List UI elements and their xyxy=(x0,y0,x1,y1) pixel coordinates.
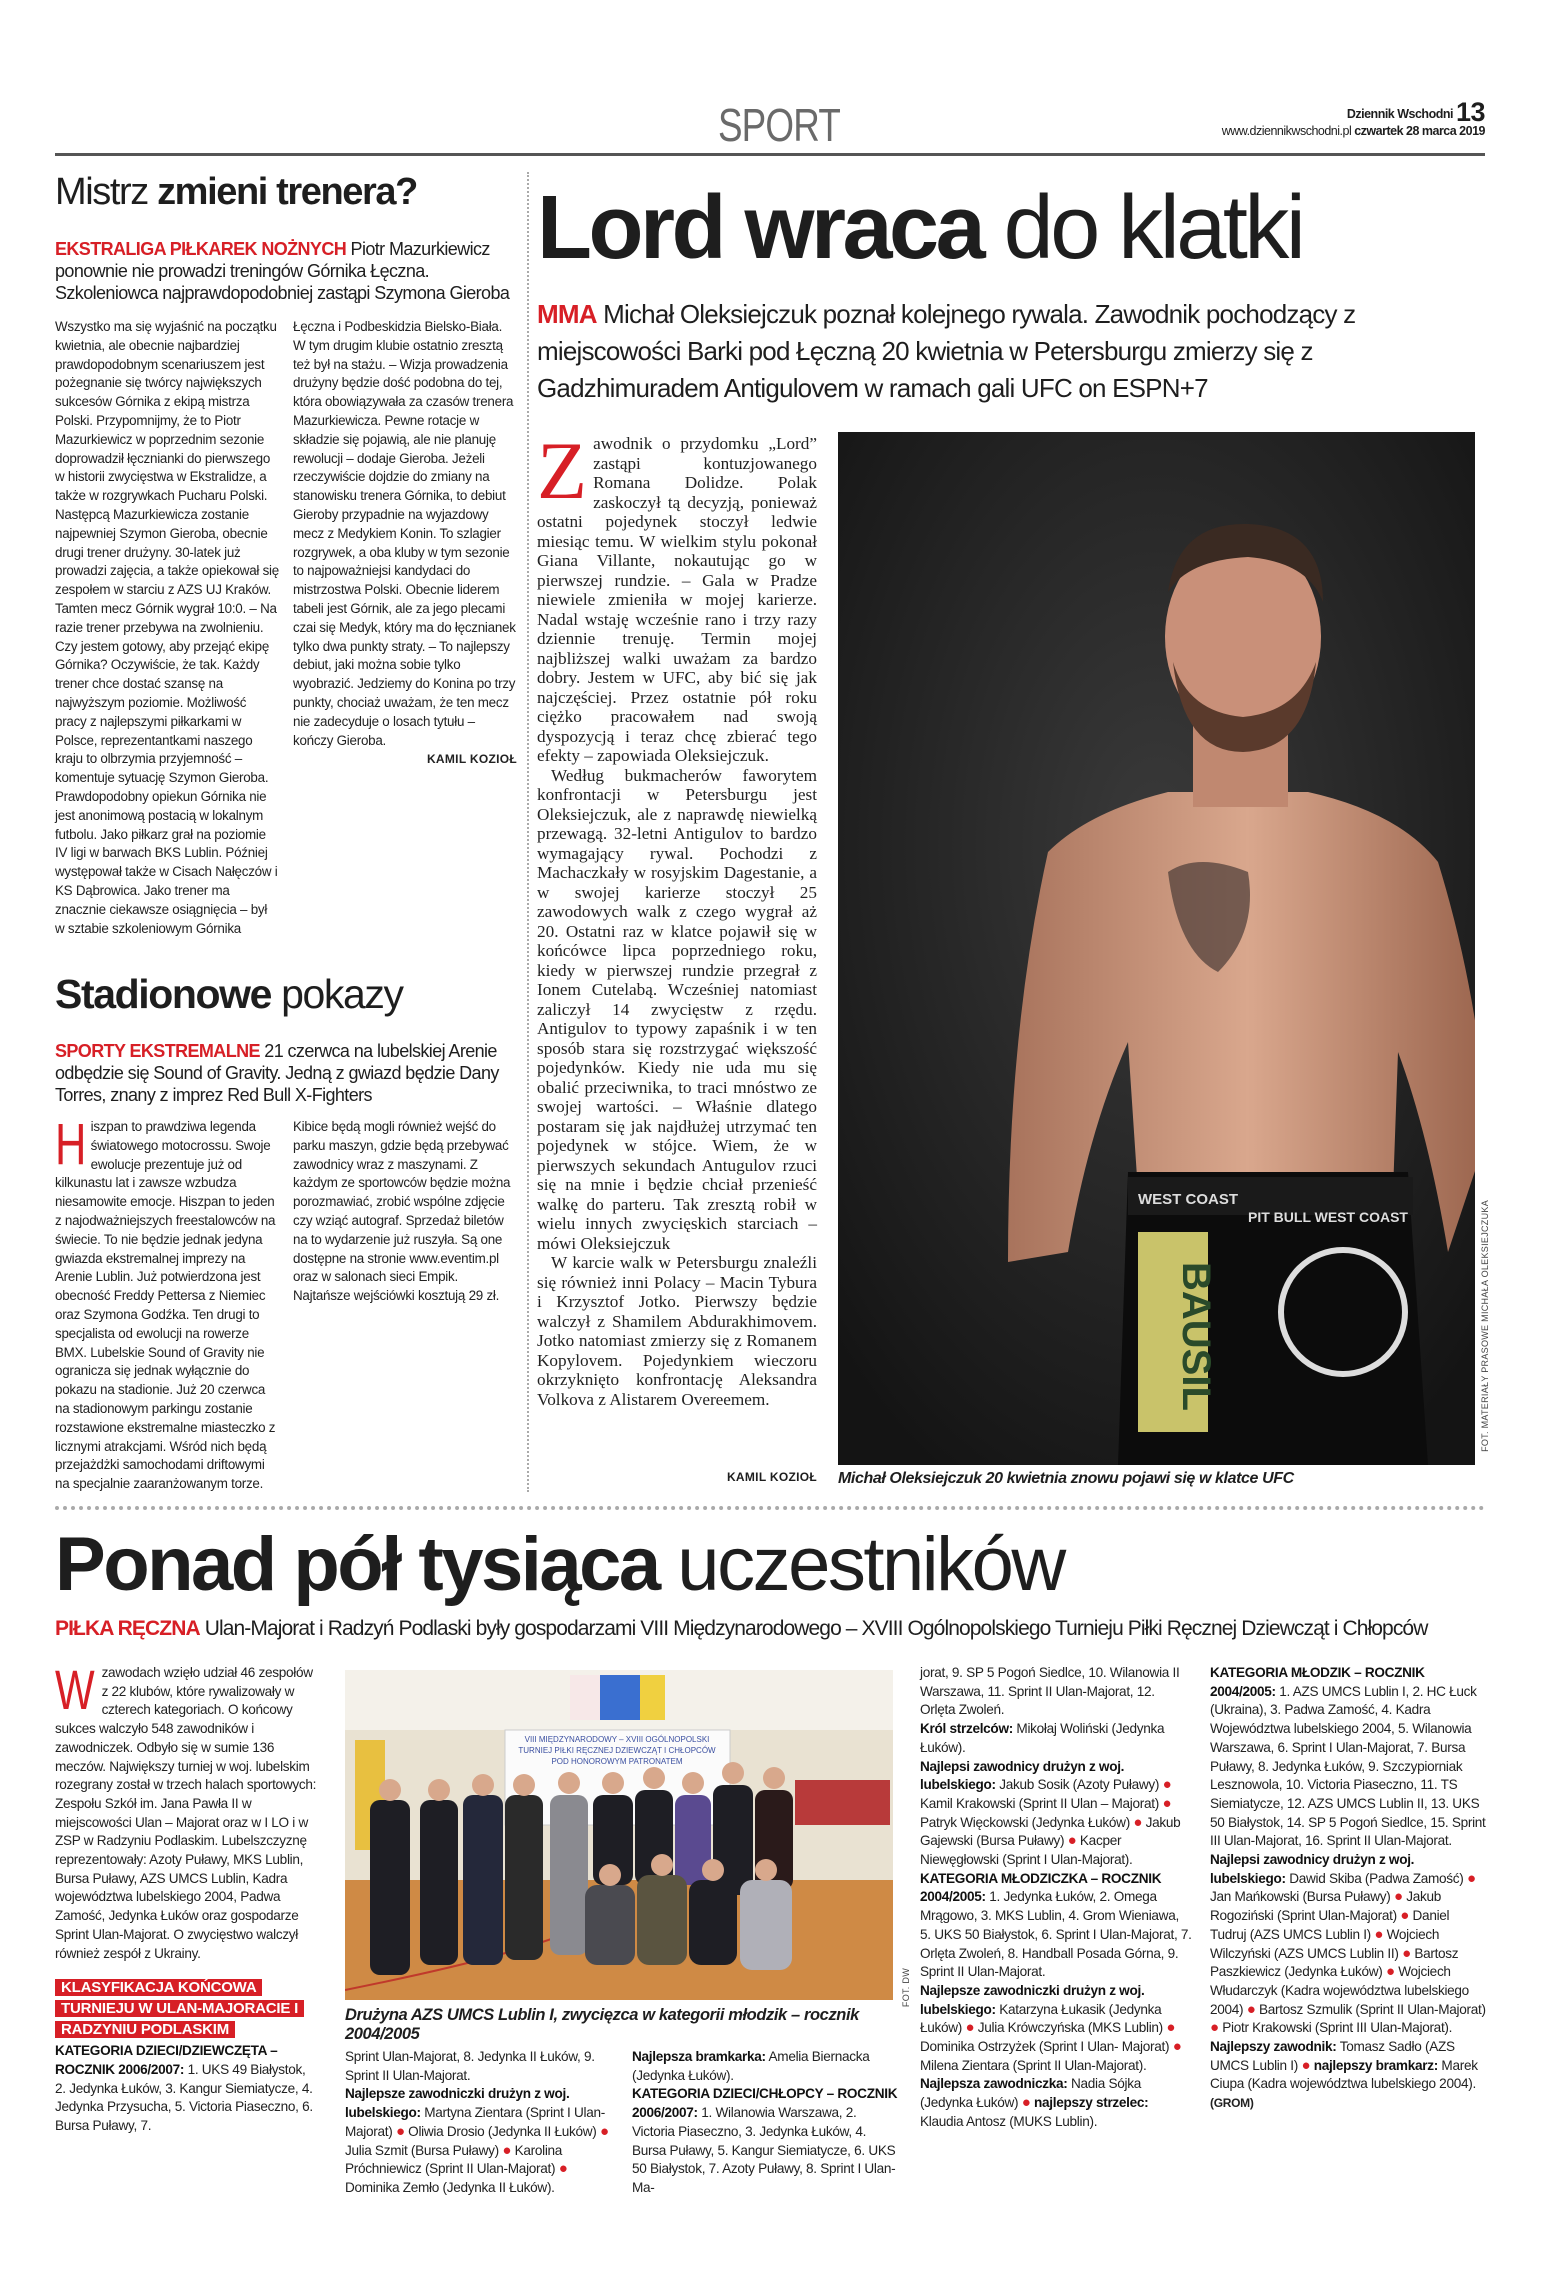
results-label: KATEGORIA DZIECI/DZIEWCZĘTA – ROCZNIK 2006/2007: xyxy=(55,2043,278,2077)
author-signature: (GROM) xyxy=(1210,2096,1254,2111)
photo-caption: Michał Oleksiejczuk 20 kwietnia znowu pojawi się w klatce UFC xyxy=(838,1470,1294,1487)
results-text: Daniel Tudruj (AZS UMCS Lublin I) xyxy=(1210,1908,1450,1942)
body-paragraph xyxy=(55,1112,517,1498)
body-text: iszpan to prawdziwa legenda światowego motocrossu. Swoje ewolucje prezentuje już od kilkunastu lat i zawsze wzbudza niesamowite emocje. Hiszpan to jeden z najodważniejszych freestalowców na świecie. To nie będzie jednak jedyna gwiazda ekstremalnej imprezy na Arenie Lublin. Już potwierdzona jest obecność Freddy Pettersa z Niemiec oraz Szymona Godźka. Ten drugi to specjalista od ewolucji na rowerze BMX. Lubelskie Sound of Gravity nie ogranicza się jednak wyłącznie do pokazu na stadionie. Już 20 czerwca na stadionowym parkingu zostanie rozstawione ekstremalne miasteczko z licznymi atrakcjami. Wśród nich będą przejażdżki samochodami driftowymi na specjalnie zaaranżowanym torze. Kibice będą mogli również wejść do parku maszyn, gdzie będą przebywać zawodnicy wraz z maszynami. Z każdym ze sportowców będzie można porozmawiać, zrobić wspólne zdjęcie czy wziąć autograf. Sprzedaż biletów na to wydarzenie już ruszyła. Są one dostępne na stronie www.eventim.pl oraz w salonach sieci Empik. Najtańsze wejściówki kosztują 29 zł. xyxy=(55,1119,511,1492)
shorts-brand-text: PIT BULL WEST COAST xyxy=(1248,1209,1408,1225)
bullet-dot-icon: ● xyxy=(1166,2019,1176,2037)
team-photo xyxy=(345,1670,893,2000)
bullet-dot-icon: ● xyxy=(1210,2019,1219,2037)
results-label: Najlepszy zawodnik: xyxy=(1210,2039,1337,2055)
kicker: PIŁKA RĘCZNA xyxy=(55,1617,200,1640)
results-label: Najlepsza bramkarka: xyxy=(632,2049,766,2064)
bullet-dot-icon: ● xyxy=(1301,2056,1311,2074)
results-text: Julia Szmit (Bursa Puławy) xyxy=(345,2142,503,2158)
bullet-dot-icon: ● xyxy=(965,2019,975,2037)
website[interactable]: www.dziennikwschodni.pl xyxy=(1221,124,1352,138)
bullet-dot-icon: ● xyxy=(1133,1813,1143,1831)
results-text: Amelia Biernacka (Jedynka Łuków). xyxy=(632,2049,870,2083)
headline-light: Mistrz xyxy=(55,171,158,213)
mma-headline xyxy=(537,178,1302,278)
bullet-dot-icon: ● xyxy=(1162,1776,1172,1794)
section-divider xyxy=(55,1506,1485,1510)
body-paragraph: Według bukmacherów faworytem konfrontacji w Petersburgu jest Oleksiejczuk, ale z naprawdę niewielką przewagą. 32-letni Antigulov to bardzo wymagający rywal. Pochodzi z Machaczkały w rosyjskim Dagestanie, a w swojej karierze stoczył 25 zawodowych walk z czego wygrał aż 20. Ostatni raz w klatce pojawił się w końcówce lipca poprzedniego roku, kiedy w pierwszej rundzie przegrał z Ionem Cutelabą. Wcześniej natomiast zaliczył 14 zwycięstw z rzędu. Antigulov to typowy zapaśnik i w ten sposób stara się rozstrzygać większość pojedynków. Kiedy nie uda mu się obalić przeciwnika, to traci mnóstwo ze swojej wartości. – Właśnie dlatego postaram się jak najdłużej utrzymać ten pojedynek w stójce. Wiem, że w pierwszych sekundach Antugulov rzuci się na mnie i będzie chciał przenieść walkę do parteru. Tak zresztą robił w wielu innych zwycięskich starciach – mówi Oleksiejczuk xyxy=(537,765,817,1253)
deck-text: 21 czerwca na lubelskiej Arenie odbędzie się Sound of Gravity. Jedną z gwiazd będzie Dany Torres, znany z imprez Red Bull X-Fighters xyxy=(55,1041,499,1105)
bullet-dot-icon: ● xyxy=(1393,1888,1403,1906)
results-text: Jakub Rogoziński (Sprint Ulan-Majorat) xyxy=(1210,1889,1441,1924)
results-text: 1. UKS 49 Białystok, 2. Jedynka Łuków, 3. Kangur Siemiatycze, 4. Jedynka Przysucha, 5. Victoria Piaseczno, 6. Bursa Puławy, 7. xyxy=(55,2061,313,2134)
shorts-brand-text: WEST COAST xyxy=(1138,1191,1238,1208)
results-text: 1. Jedynka Łuków, 2. Omega Mrągowo, 3. MKS Lublin, 4. Grom Wieniawa, 5. UKS 50 Białystok, 6. Sprint I Ulan-Majorat, 7. Orlęta Zwoleń, 8. Handball Posada Górna, 9. Sprint II Ulan-Majorat. xyxy=(920,1889,1192,1980)
kicker: MMA xyxy=(537,299,597,329)
results-paragraph xyxy=(920,1720,1192,1757)
handball-col-1 xyxy=(55,1658,319,2136)
results-text: Piotr Krakowski (Sprint III Ulan-Majorat). xyxy=(1218,2020,1453,2036)
handball-col-4 xyxy=(920,1664,1192,2132)
drop-cap: H xyxy=(55,1112,87,1177)
drop-cap: W xyxy=(55,1658,95,1721)
banner-text: TURNIEJ PIŁKI RĘCZNEJ DZIEWCZĄT I CHŁOPCÓW xyxy=(518,1746,716,1755)
results-text: Katarzyna Łukasik (Jedynka Łuków) xyxy=(920,2001,1162,2036)
coach-headline xyxy=(55,170,417,214)
column-divider xyxy=(527,172,529,1492)
bullet-dot-icon: ● xyxy=(1400,1907,1410,1925)
results-paragraph xyxy=(1210,2038,1486,2113)
results-paragraph xyxy=(920,2075,1192,2131)
deck-text: Ulan-Majorat i Radzyń Podlaski były gospodarzami VIII Międzynarodowego – XVIII Ogólnopolskiego Turnieju Piłki Ręcznej Dziewcząt i Chłopców xyxy=(199,1617,1428,1640)
stadium-body xyxy=(55,1112,517,1498)
results-paragraph xyxy=(1210,1664,1486,1851)
results-text: Milena Zientara (Sprint II Ulan-Majorat). xyxy=(920,2057,1147,2073)
results-label: najlepszy bramkarz: xyxy=(1310,2057,1438,2073)
results-label: Najlepsze zawodniczki drużyn z woj. lubelskiego: xyxy=(345,2086,570,2121)
bullet-dot-icon: ● xyxy=(600,2122,609,2140)
banner-text: POD HONOROWYM PATRONATEM xyxy=(551,1757,683,1766)
results-text: Oliwia Drosio (Jedynka II Łuków) xyxy=(404,2123,600,2139)
results-text: Kamil Krakowski (Sprint II Ulan – Majorat) xyxy=(920,1795,1163,1811)
results-label: najlepszy strzelec: xyxy=(1030,2095,1149,2111)
photo-credit: FOT. MATERIAŁY PRASOWE MICHAŁA OLEKSIEJCZUKA xyxy=(1480,1200,1490,1452)
masthead xyxy=(1221,97,1485,140)
bullet-dot-icon: ● xyxy=(558,2160,568,2178)
headline-bold: Lord wraca xyxy=(537,178,983,278)
results-text: Martyna Zientara (Sprint I Ulan-Majorat) xyxy=(345,2105,605,2139)
bullet-dot-icon: ● xyxy=(1021,2094,1031,2112)
stadium-headline xyxy=(55,972,403,1016)
mma-byline: KAMIL KOZIOŁ xyxy=(726,1470,817,1484)
results-label: Król strzelców: xyxy=(920,1721,1013,1737)
mma-body xyxy=(537,425,817,1409)
results-label: KATEGORIA MŁODZIK – ROCZNIK 2004/2005: xyxy=(1210,1665,1425,1699)
results-text: Patryk Więckowski (Jedynka Łuków) xyxy=(920,1814,1134,1830)
fighter-photo xyxy=(838,432,1475,1465)
kicker: EKSTRALIGA PIŁKAREK NOŻNYCH xyxy=(55,239,347,259)
bullet-dot-icon: ● xyxy=(1374,1925,1384,1943)
results-text: 1. AZS UMCS Lublin I, 2. HC Łuck (Ukraina), 3. Padwa Zamość, 4. Kadra Województwa lubelskiego 2004, 5. Wilanowia Warszawa, 6. Sprint I Ulan-Majorat, 7. Bursa Puławy, 8. Jedynka Łuków, 9. Szczypiorniak Lesznowola, 10. Victoria Piaseczno, 11. TS Siemiatycze, 12. AZS UMCS Lublin II, 13. UKS 50 Białystok, 14. SP 5 Pogoń Siedlce, 15. Sprint III Ulan-Majorat, 16. Sprint II Ulan-Majorat. xyxy=(1210,1683,1486,1849)
results-label: Najlepsza zawodniczka: xyxy=(920,2076,1068,2092)
bullet-dot-icon: ● xyxy=(1402,1944,1411,1962)
results-label: Najlepsi zawodnicy drużyn z woj. lubelskiego: xyxy=(920,1758,1125,1793)
results-paragraph xyxy=(1210,1851,1486,2038)
team-photo-image xyxy=(345,1670,893,2000)
team-photo-credit: FOT. DW xyxy=(901,1968,911,2008)
bullet-dot-icon: ● xyxy=(1385,1963,1395,1981)
page-number: 13 xyxy=(1455,97,1485,127)
bullet-dot-icon: ● xyxy=(395,2122,405,2140)
issue-date: czwartek 28 marca 2019 xyxy=(1354,124,1485,138)
body-paragraph: Wszystko ma się wyjaśnić na początku kwietnia, ale obecnie najbardziej prawdopodobnym scenariuszem jest pożegnanie się twórcy największych sukcesów Górnika z ekipą mistrza Polski. Przypomnijmy, że to Piotr Mazurkiewicz w poprzednim sezonie doprowadził łęcznianki do pierwszego w historii zwycięstwa w Ekstralidze, a także w rozgrywkach Pucharu Polski. Następcą Mazurkiewicza zostanie najpewniej Szymon Gieroba, obecnie drugi trener drużyny. 30-latek już prowadzi zajęcia, a także opiekował się zespołem w starciu z AZS UJ Kraków. Tamten mecz Górnik wygrał 10:0. – Na razie trener przebywa na zwolnieniu. Czy jestem gotowy, aby przejąć ekipę Górnika? Oczywiście, że tak. Każdy trener chce dostać szansę na najwyższym poziomie. Możliwość pracy z najlepszymi piłkarkami w Polsce, reprezentantkami naszego kraju to olbrzymia przyjemność – komentuje sytuację Szymon Gieroba. Prawdopodobny opiekun Górnika nie jest anonimową postacią w lokalnym futbolu. Jako piłkarz grał na poziomie IV ligi w barwach BKS Lublin. Później występował także w Cisach Nałęczów i KS Dąbrowica. Jako trener ma znacznie ciekawsze osiągnięcia – był w sztabie szkoleniowym Górnika Łęczna i Podbeskidzia Bielsko-Biała. W tym drugim klubie ostatnio zresztą też był na stażu. – Wizja prowadzenia drużyny będzie dość podobna do tej, która obowiązywała za czasów trenera Mazurkiewicza. Pewne rotacje w składzie się pojawią, ale nie planuję rewolucji – dodaje Gieroba. Jeżeli rzeczywiście dojdzie do zmiany na stanowisku trenera Górnika, to debiut Gieroby przypadnie na wyjazdowy mecz z Medykiem Konin. To szlagier rozgrywek, a oba kluby w tym sezonie to najpoważniejsi kandydaci do mistrzostwa Polski. Obecnie liderem tabeli jest Górnik, ale za jego plecami czai się Medyk, który ma do łęcznianek tylko dwa punkty straty. – To najlepszy debiut, jaki można sobie tylko wyobrazić. Jedziemy do Konina po trzy punkty, chociaż uważam, że ten mecz nie zadecyduje o losach tytułu – kończy Gieroba. xyxy=(55,319,516,936)
results-label: KATEGORIA DZIECI/CHŁOPCY – ROCZNIK 2006/2007: xyxy=(632,2086,898,2121)
results-text: Klaudia Antosz (MUKS Lublin). xyxy=(920,2113,1098,2129)
deck-text: Michał Oleksiejczuk poznał kolejnego rywala. Zawodnik pochodzący z miejscowości Barki pod Łęczną 20 kwietnia w Petersburgu zmierzy się z Gadzhimuradem Antigulovem w ramach gali UFC on ESPN+7 xyxy=(537,299,1356,403)
results-text: 1. Wilanowia Warszawa, 2. Victoria Piaseczno, 3. Jedynka Łuków, 4. Bursa Puławy, 5. Kangur Siemiatycze, 6. UKS 50 Białystok, 7. Azoty Puławy, 8. Sprint I Ulan-Ma- xyxy=(632,2105,896,2195)
results-text: Tomasz Sadło (AZS UMCS Lublin I) xyxy=(1210,2039,1455,2073)
results-text: Jan Mańkowski (Bursa Puławy) xyxy=(1210,1889,1394,1905)
classification-box xyxy=(55,1977,319,2040)
coach-deck xyxy=(55,238,517,304)
classification-title: KLASYFIKACJA KOŃCOWA TURNIEJU W ULAN-MAJORACIE I RADZYNIU PODLASKIM xyxy=(55,1979,304,2038)
results-label: KATEGORIA MŁODZICZKA – ROCZNIK 2004/2005: xyxy=(920,1870,1162,1905)
bullet-dot-icon: ● xyxy=(1466,1869,1476,1887)
headline-bold: zmieni trenera? xyxy=(157,171,417,213)
header-rule xyxy=(55,153,1485,156)
results-paragraph xyxy=(920,1664,1192,1720)
byline: KAMIL KOZIOŁ xyxy=(426,752,517,767)
results-text: Kacper Niewęgłowski (Sprint I Ulan-Majorat). xyxy=(920,1833,1133,1868)
results-label: Najlepsi zawodnicy drużyn z woj. lubelskiego: xyxy=(1210,1852,1415,1886)
banner-text: VIII MIĘDZYNARODOWY – XVIII OGÓLNOPOLSKI xyxy=(524,1735,710,1744)
bullet-dot-icon: ● xyxy=(1162,1794,1172,1812)
results-block xyxy=(55,2042,319,2136)
bullet-dot-icon: ● xyxy=(502,2141,512,2159)
headline-light: uczestników xyxy=(658,1522,1064,1607)
results-text: Mikołaj Woliński (Jedynka Łuków). xyxy=(920,1721,1165,1755)
handball-col-3 xyxy=(632,2048,898,2198)
results-text: Dominika Ostrzyżek (Sprint I Ulan- Majorat) xyxy=(920,2039,1173,2055)
deck-text: Piotr Mazurkiewicz ponownie nie prowadzi treningów Górnika Łęczna. Szkoleniowca najprawdopodobniej zastąpi Szymona Gieroba xyxy=(55,239,510,303)
results-paragraph xyxy=(55,2042,319,2136)
handball-deck xyxy=(55,1618,1495,1640)
section-title: SPORT xyxy=(717,99,841,151)
results-label: Najlepsze zawodniczki drużyn z woj. lubelskiego: xyxy=(920,1982,1145,2017)
results-paragraph xyxy=(632,2085,898,2197)
results-paragraph xyxy=(920,1758,1192,1870)
intro-paragraph xyxy=(55,1658,319,1963)
results-text: Bartosz Paszkiewicz (Jedynka Łuków) xyxy=(1210,1945,1459,1980)
results-text: Marek Ciupa (Kadra województwa lubelskiego 2004). xyxy=(1210,2057,1478,2092)
bullet-dot-icon: ● xyxy=(1172,2038,1182,2056)
headline-light: pokazy xyxy=(271,971,403,1017)
results-text: Sprint Ulan-Majorat, 8. Jedynka II Łuków, 9. Sprint II Ulan-Majorat. xyxy=(345,2049,595,2083)
team-photo-caption: Drużyna AZS UMCS Lublin I, zwycięzca w kategorii młodzik – rocznik 2004/2005 xyxy=(345,2006,859,2043)
results-text: Dawid Skiba (Padwa Zamość) xyxy=(1285,1870,1467,1886)
shorts-logo-text: BAUSIL xyxy=(1174,1262,1218,1411)
body-text: awodnik o przydomku „Lord” zastąpi kontuzjowanego Romana Dolidze. Polak zaskoczył tą decyzją, ponieważ ostatni pojedynek stoczył ledwie miesiąc temu. W wielkim stylu pokonał Giana Villante, nokautując go w pierwszej rundzie. – Gala w Pradze niewiele zmieniła w mojej karierze. Nadal wstaję wcześnie rano i trzy razy dziennie trenuję. Termin mojej najbliższej walki uważam za bardzo dobry. Jestem w UFC, aby bić się jak najczęściej. Przez ostatnie pół roku ciężko pracowałem nad swoją dyspozycją i teraz chcę zbierać tego efekty – zapowiada Oleksiejczuk. xyxy=(537,434,817,765)
results-text: Karolina Próchniewicz (Sprint II Ulan-Majorat) xyxy=(345,2142,563,2177)
drop-cap: Z xyxy=(537,425,588,516)
body-paragraph xyxy=(537,425,817,766)
results-text: Nadia Sójka (Jedynka Łuków) xyxy=(920,2076,1141,2111)
headline-bold: Stadionowe xyxy=(55,971,272,1017)
handball-col-2 xyxy=(345,2048,611,2198)
results-text: jorat, 9. SP 5 Pogoń Siedlce, 10. Wilanowia II Warszawa, 11. Sprint II Ulan-Majorat, 12. Orlęta Zwoleń. xyxy=(920,1665,1180,1718)
results-paragraph xyxy=(345,2048,611,2085)
results-text: Wojciech Wilczyński (AZS UMCS Lublin II) xyxy=(1210,1926,1440,1961)
body-paragraph: W karcie walk w Petersburgu znaleźli się również inni Polacy – Macin Tybura i Krzysztof Jotko. Pierwszy będzie walczył z Shamilem Abdurakhimovem. Jotko natomiast zmierzy się z Romanem Kopylovem. Pojedynkiem wieczoru okrzyknięto konfrontację Aleksandra Volkova z Alistarem Overeemem. xyxy=(537,1253,817,1409)
results-text: Bartosz Szmulik (Sprint II Ulan-Majorat) xyxy=(1255,2001,1486,2017)
handball-headline xyxy=(55,1522,1064,1608)
coach-body xyxy=(55,318,517,952)
results-paragraph xyxy=(632,2048,898,2085)
intro-text: zawodach wzięło udział 46 zespołów z 22 klubów, które rywalizowały w czterech kategoriach. O końcowy sukces walczyło 548 zawodników i zawodniczek. Odbyło się w sumie 136 meczów. Największy turniej w woj. lubelskim rozegrany został w trzech halach sportowych: Zespołu Szkół im. Jana Pawła II w miejscowości Ulan – Majorat oraz w I LO i w ZSP w Radzyniu Podlaskim. Lubelszczyznę reprezentowały: Azoty Puławy, MKS Lublin, Bursa Puławy, AZS UMCS Lublin, Kadra województwa lubelskiego 2004, Padwa Zamość, Jedynka Łuków oraz gospodarze Sprint Ulan-Majorat. O zwycięstwo walczył również zespół z Ukrainy. xyxy=(55,1665,317,1961)
results-text: Jakub Sosik (Azoty Puławy) xyxy=(995,1777,1163,1793)
results-paragraph xyxy=(920,1982,1192,2076)
headline-bold: Ponad pół tysiąca xyxy=(55,1522,659,1607)
results-paragraph xyxy=(920,1870,1192,1982)
bullet-dot-icon: ● xyxy=(1246,2000,1256,2018)
kicker: SPORTY EKSTREMALNE xyxy=(55,1041,260,1061)
mma-deck xyxy=(537,296,1437,407)
results-text: Dominika Zemło (Jedynka II Łuków). xyxy=(345,2179,555,2195)
stadium-deck xyxy=(55,1040,517,1106)
handball-col-5 xyxy=(1210,1664,1486,2113)
results-text: Julia Krówczyńska (MKS Lublin) xyxy=(974,2020,1167,2036)
headline-light: do klatki xyxy=(982,178,1303,278)
results-text: Jakub Gajewski (Bursa Puławy) xyxy=(920,1814,1181,1849)
results-paragraph xyxy=(345,2085,611,2197)
results-text: Wojciech Włudarczyk (Kadra województwa lubelskiego 2004) xyxy=(1210,1964,1469,2017)
paper-name: Dziennik Wschodni xyxy=(1346,107,1453,121)
fighter-photo-image xyxy=(838,432,1475,1465)
bullet-dot-icon: ● xyxy=(1067,1832,1077,1850)
